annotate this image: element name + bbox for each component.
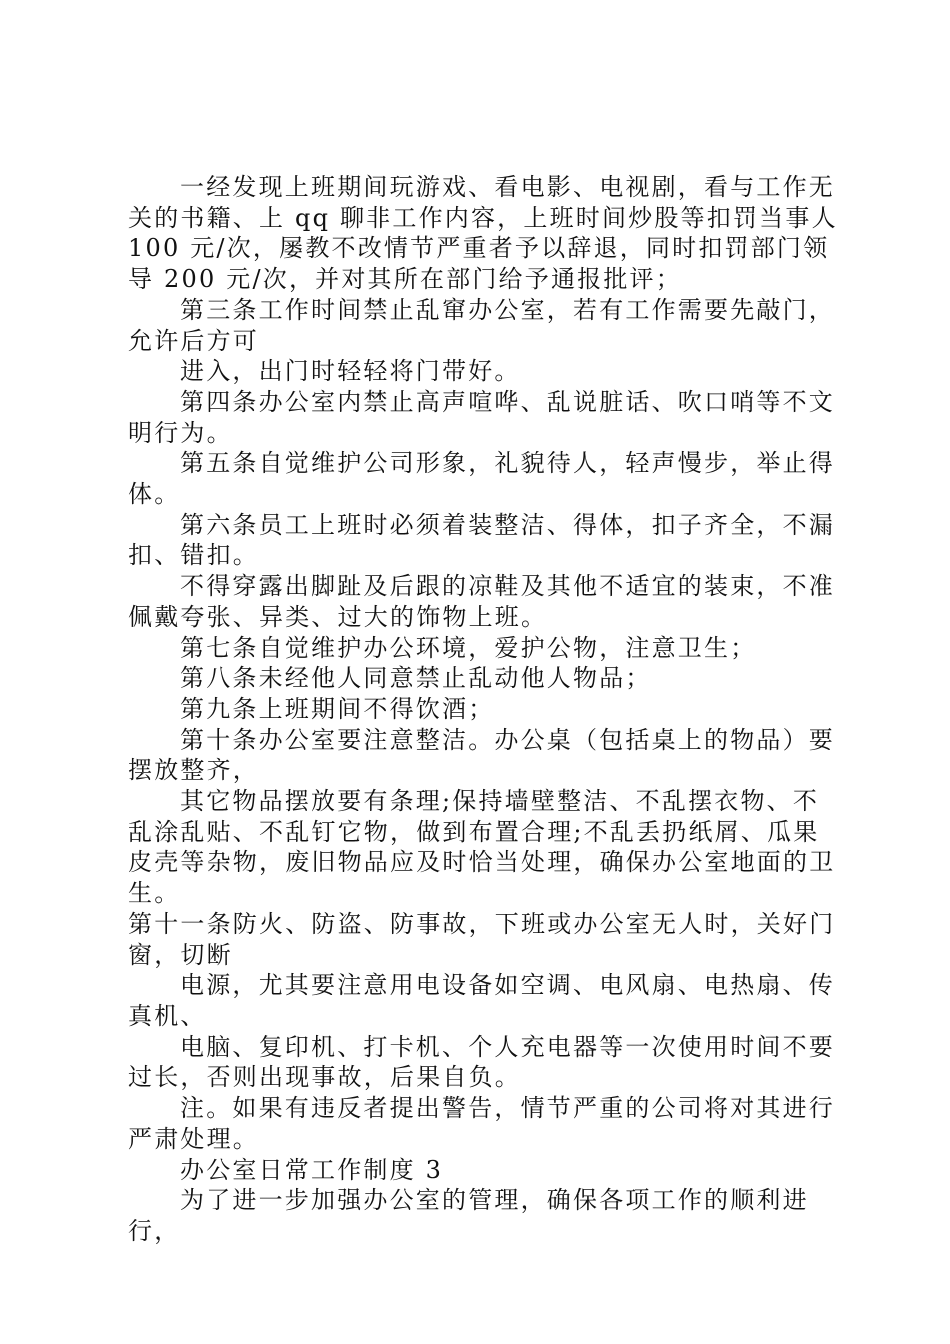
paragraph-12: 其它物品摆放要有条理;保持墙壁整洁、不乱摆衣物、不乱涂乱贴、不乱钉它物，做到布置合理;不乱丢扔纸屑、瓜果皮壳等杂物，废旧物品应及时恰当处理，确保办公室地面的卫生。 [128,787,836,908]
paragraph-4: 第四条办公室内禁止高声喧哗、乱说脏话、吹口哨等不文明行为。 [128,387,835,447]
paragraph-3: 进入，出门时轻轻将门带好。 [180,357,521,386]
paragraph-1: 一经发现上班期间玩游戏、看电影、电视剧，看与工作无关的书籍、上 qq 聊非工作内容，上班时间炒股等扣罚当事人 100 元/次，屡教不改情节严重者予以辞退，同时扣罚部门领导 200 元/次，并对其所在部门给予通报批评； [128,173,848,294]
paragraph-9: 第八条未经他人同意禁止乱动他人物品； [180,664,652,693]
paragraph-14: 电源，尤其要注意用电设备如空调、电风扇、电热扇、传真机、 [128,971,835,1030]
paragraph-15: 电脑、复印机、打卡机、个人充电器等一次使用时间不要过长，否则出现事故，后果自负。 [128,1032,835,1092]
section-title: 办公室日常工作制度 3 [180,1155,444,1184]
paragraph-2: 第三条工作时间禁止乱窜办公室，若有工作需要先敲门，允许后方可 [128,295,835,355]
paragraph-7: 不得穿露出脚趾及后跟的凉鞋及其他不适宜的装束，不准佩戴夸张、异类、过大的饰物上班。 [128,572,835,631]
document-page [128,172,848,1247]
paragraph-16: 注。如果有违反者提出警告，情节严重的公司将对其进行严肃处理。 [128,1094,835,1153]
paragraph-18: 为了进一步加强办公室的管理，确保各项工作的顺利进行， [128,1186,809,1245]
paragraph-5: 第五条自觉维护公司形象，礼貌待人，轻声慢步，举止得体。 [128,449,835,509]
paragraph-10: 第九条上班期间不得饮酒； [180,694,495,723]
paragraph-11: 第十条办公室要注意整洁。办公桌（包括桌上的物品）要摆放整齐， [128,725,835,785]
paragraph-13: 第十一条防火、防盗、防事故，下班或办公室无人时，关好门窗，切断 [128,909,836,969]
paragraph-8: 第七条自觉维护办公环境，爱护公物，注意卫生； [180,633,757,662]
paragraph-6: 第六条员工上班时必须着装整洁、得体，扣子齐全，不漏扣、错扣。 [128,510,835,570]
